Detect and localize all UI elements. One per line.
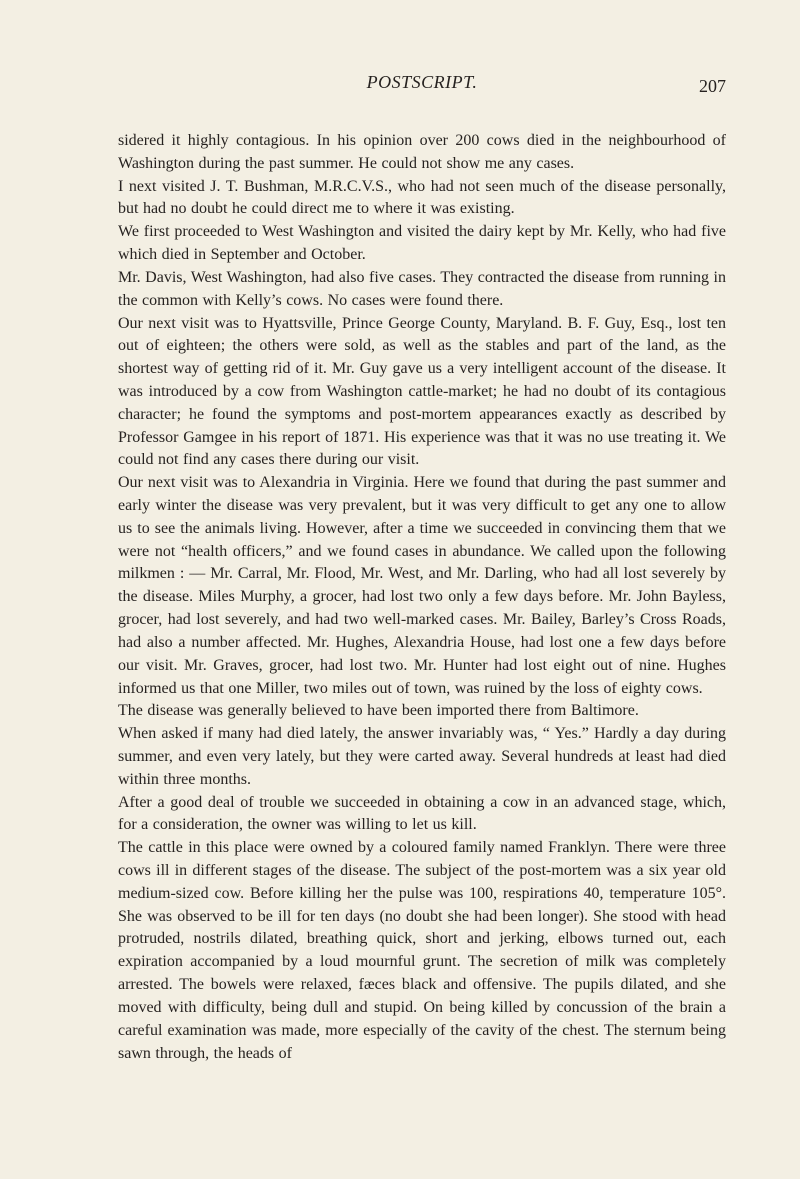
book-page	[0, 72, 800, 1179]
running-head: POSTSCRIPT.	[366, 72, 478, 92]
paragraph-4: Mr. Davis, West Washington, had also five cases. They contracted the disease from running in the common with Kelly’s cows. No cases were found there.	[118, 268, 726, 309]
paragraph-2: I next visited J. T. Bushman, M.R.C.V.S., who had not seen much of the disease personally, but had no doubt he could direct me to where it was existing.	[118, 177, 726, 218]
paragraph-6: Our next visit was to Alexandria in Virginia. Here we found that during the past summer and early winter the disease was very prevalent, but it was very difficult to get any one to allow us to see the animals living. However, after a time we succeeded in convincing them that we were not “health officers,” and we found cases in abundance. We called upon the following milkmen : — Mr. Carral, Mr. Flood, Mr. West, and Mr. Darling, who had all lost severely by the disease. Miles Murphy, a grocer, had lost two only a few days before. Mr. John Bayless, grocer, had lost severely, and had two well-marked cases. Mr. Bailey, Barley’s Cross Roads, had also a number affected. Mr. Hughes, Alexandria House, had lost one a few days before our visit. Mr. Graves, grocer, had lost two. Mr. Hunter had lost eight out of nine. Hughes informed us that one Miller, two miles out of town, was ruined by the loss of eighty cows.	[118, 474, 726, 697]
paragraph-8: When asked if many had died lately, the answer invariably was, “ Yes.” Hardly a day during summer, and even very lately, but they were carted away. Several hundreds at least had died within three months.	[118, 725, 726, 788]
paragraph-9: After a good deal of trouble we succeeded in obtaining a cow in an advanced stage, which, for a consideration, the owner was willing to let us kill.	[118, 793, 726, 834]
paragraph-5: Our next visit was to Hyattsville, Prince George County, Maryland. B. F. Guy, Esq., lost ten out of eighteen; the others were sold, as well as the stables and part of the land, as the shortest way of getting rid of it. Mr. Guy gave us a very intelligent account of the disease. It was introduced by a cow from Washington cattle-market; he had no doubt of its contagious character; he found the symptoms and post-mortem appearances exactly as described by Professor Gamgee in his report of 1871. His experience was that it was no use treating it. We could not find any cases there during our visit.	[118, 314, 726, 469]
paragraph-7: The disease was generally believed to have been imported there from Baltimore.	[118, 702, 639, 720]
paragraph-1: sidered it highly contagious. In his opinion over 200 cows died in the neighbourhood of Washington during the past summer. He could not show me any cases.	[118, 132, 726, 172]
page-number: 207	[699, 76, 726, 96]
paragraph-10: The cattle in this place were owned by a coloured family named Franklyn. There were three cows ill in different stages of the disease. The subject of the post-mortem was a six year old medium-sized cow. Before killing her the pulse was 100, respirations 40, temperature 105°. She was observed to be ill for ten days (no doubt she had been longer). She stood with head protruded, nostrils dilated, breathing quick, short and jerking, elbows turned out, each expiration accompanied by a loud mournful grunt. The secretion of milk was completely arrested. The bowels were relaxed, fæces black and offensive. The pupils dilated, and she moved with difficulty, being dull and stupid. On being killed by concussion of the brain a careful examination was made, more especially of the cavity of the chest. The sternum being sawn through, the heads of	[118, 839, 726, 1062]
body-text	[118, 130, 726, 1065]
page-header	[118, 72, 726, 108]
paragraph-3: We first proceeded to West Washington and visited the dairy kept by Mr. Kelly, who had five which died in September and October.	[118, 223, 726, 264]
